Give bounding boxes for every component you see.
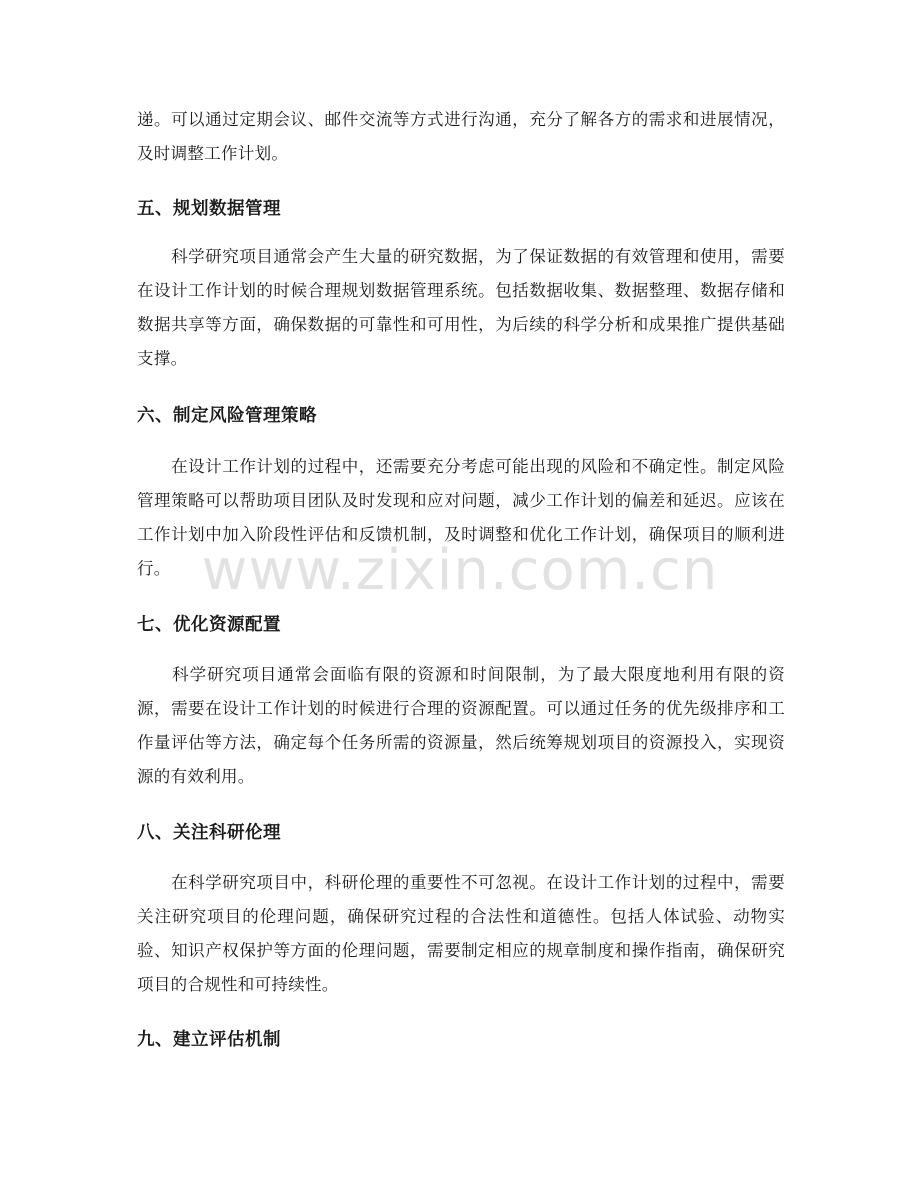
section-heading-7 <box>137 612 785 638</box>
section-heading: 八、关注科研伦理 <box>137 823 281 843</box>
paragraph-text: 在科学研究项目中，科研伦理的重要性不可忽视。在设计工作计划的过程中，需要关注研究项目的伦理问题，确保研究过程的合法性和道德性。包括人体试验、动物实验、知识产权保护等方面的伦理问题，需要制定相应的规章制度和操作指南，确保研究项目的合规性和可持续性。 <box>137 873 785 994</box>
section-heading: 六、制定风险管理策略 <box>137 406 317 426</box>
paragraph-continued <box>137 103 785 171</box>
section-body-5 <box>137 240 785 376</box>
section-body-7 <box>137 658 785 794</box>
paragraph-text: 科学研究项目通常会面临有限的资源和时间限制，为了最大限度地利用有限的资源，需要在设计工作计划的时候进行合理的资源配置。可以通过任务的优先级排序和工作量评估等方法，确定每个任务所需的资源量，然后统筹规划项目的资源投入，实现资源的有效利用。 <box>137 665 785 786</box>
section-heading: 五、规划数据管理 <box>137 199 281 219</box>
section-heading-6 <box>137 403 785 429</box>
section-heading: 九、建立评估机制 <box>137 1030 281 1050</box>
section-body-8 <box>137 866 785 1002</box>
section-heading-5 <box>137 196 785 222</box>
section-body-6 <box>137 450 785 586</box>
paragraph-text: 在设计工作计划的过程中，还需要充分考虑可能出现的风险和不确定性。制定风险管理策略可以帮助项目团队及时发现和应对问题，减少工作计划的偏差和延迟。应该在工作计划中加入阶段性评估和反馈机制，及时调整和优化工作计划，确保项目的顺利进行。 <box>137 457 785 578</box>
paragraph-text: 科学研究项目通常会产生大量的研究数据，为了保证数据的有效管理和使用，需要在设计工作计划的时候合理规划数据管理系统。包括数据收集、数据整理、数据存储和数据共享等方面，确保数据的可靠性和可用性，为后续的科学分析和成果推广提供基础支撑。 <box>137 247 785 368</box>
section-heading-8 <box>137 820 785 846</box>
watermark-text: www.zixin.com.cn <box>201 538 719 603</box>
section-heading: 七、优化资源配置 <box>137 615 281 635</box>
paragraph-text: 递。可以通过定期会议、邮件交流等方式进行沟通，充分了解各方的需求和进展情况，及时调整工作计划。 <box>137 110 785 163</box>
section-heading-9 <box>137 1027 785 1053</box>
